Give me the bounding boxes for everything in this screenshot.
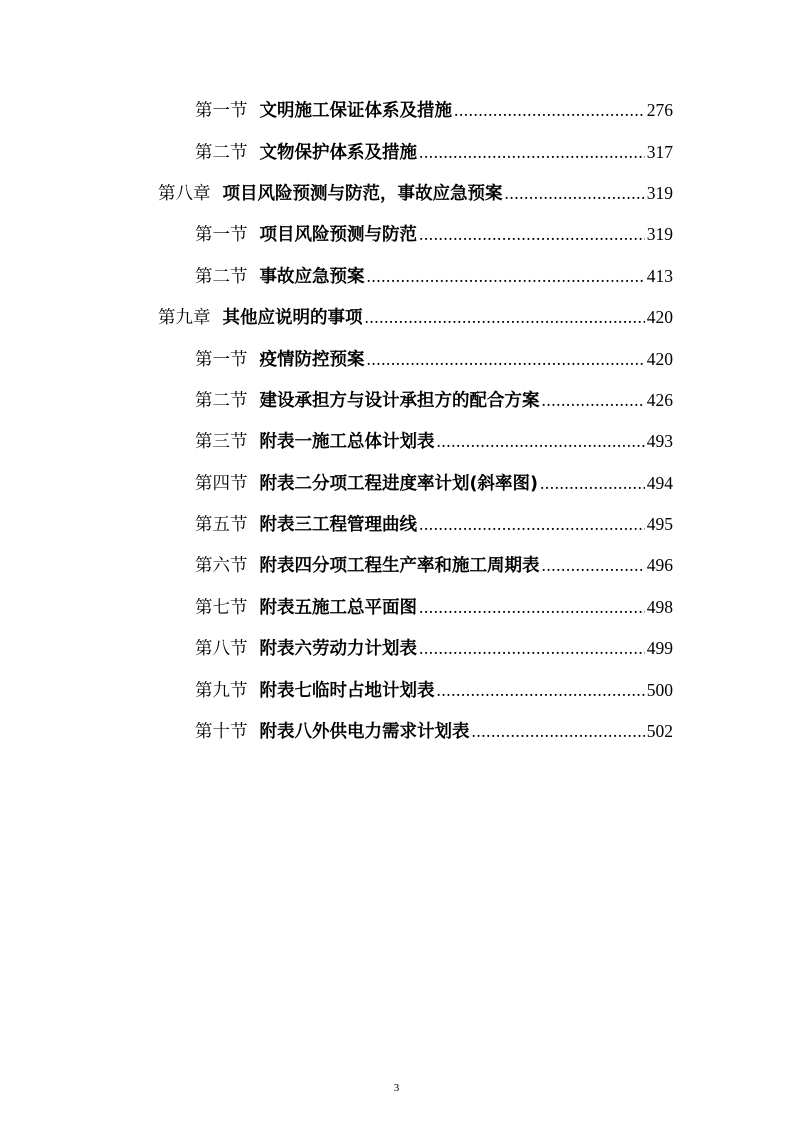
- dot-leader: [419, 140, 645, 164]
- toc-row[interactable]: [0, 256, 793, 297]
- dot-leader: [454, 98, 645, 122]
- toc-entry-title: 疫情防控预案: [259, 349, 365, 370]
- dot-leader: [437, 429, 645, 453]
- toc-row[interactable]: [0, 421, 793, 462]
- toc-section-number: 第二节: [195, 266, 248, 287]
- toc-page-number: 319: [646, 182, 673, 203]
- toc-section-number: 第一节: [195, 349, 248, 370]
- toc-row[interactable]: [0, 338, 793, 379]
- dot-leader: [505, 181, 645, 205]
- dot-leader: [367, 264, 645, 288]
- toc-page-number: 426: [646, 389, 673, 410]
- toc-page-number: 499: [646, 638, 673, 659]
- toc-section-number: 第五节: [195, 515, 248, 536]
- toc-section-number: 第一节: [195, 225, 248, 246]
- toc-row[interactable]: [0, 214, 793, 255]
- dot-leader: [367, 347, 645, 371]
- toc-page-number: 502: [646, 721, 673, 742]
- toc-page-number: 500: [646, 679, 673, 700]
- toc-entry-title: 项目风险预测与防范，事故应急预案: [222, 183, 503, 204]
- toc-entry-title: 附表四分项工程生产率和施工周期表: [259, 556, 540, 577]
- toc-entry-title: 附表七临时占地计划表: [259, 680, 435, 701]
- toc-entry-title: 文物保护体系及措施: [259, 142, 417, 163]
- toc-row[interactable]: [0, 669, 793, 710]
- toc-entry-title: 其他应说明的事项: [222, 308, 363, 329]
- toc-entry-title: 附表五施工总平面图: [259, 597, 417, 618]
- toc-row[interactable]: [0, 297, 793, 338]
- toc-section-number: 第二节: [195, 390, 248, 411]
- dot-leader: [419, 595, 645, 619]
- toc-row[interactable]: [0, 173, 793, 214]
- toc-row[interactable]: [0, 628, 793, 669]
- toc-page-number: 494: [646, 472, 673, 493]
- dot-leader: [472, 719, 645, 743]
- toc-entry-title: 建设承担方与设计承担方的配合方案: [259, 390, 540, 411]
- toc-section-number: 第三节: [195, 432, 248, 453]
- dot-leader: [542, 553, 645, 577]
- toc-section-number: 第九节: [195, 680, 248, 701]
- toc-row[interactable]: [0, 463, 793, 504]
- toc-page-number: 493: [646, 431, 673, 452]
- toc-entry-title: 附表二分项工程进度率计划(斜率图): [259, 473, 538, 494]
- toc-section-number: 第四节: [195, 473, 248, 494]
- toc-section-number: 第八节: [195, 639, 248, 660]
- toc-chapter-number: 第八章: [158, 183, 211, 204]
- toc-page-number: 276: [646, 100, 673, 121]
- toc-entry-title: 附表六劳动力计划表: [259, 639, 417, 660]
- toc-row[interactable]: [0, 504, 793, 545]
- toc-entry-title: 事故应急预案: [259, 266, 365, 287]
- dot-leader: [365, 305, 645, 329]
- page-number: 3: [393, 1082, 400, 1094]
- table-of-contents: [0, 90, 793, 752]
- dot-leader: [437, 678, 645, 702]
- toc-row[interactable]: [0, 587, 793, 628]
- toc-entry-title: 附表三工程管理曲线: [259, 515, 417, 536]
- toc-entry-title: 项目风险预测与防范: [259, 225, 417, 246]
- toc-page-number: 420: [646, 307, 673, 328]
- dot-leader: [540, 471, 645, 495]
- toc-page-number: 498: [646, 596, 673, 617]
- toc-section-number: 第二节: [195, 142, 248, 163]
- toc-page-number: 496: [646, 555, 673, 576]
- toc-row[interactable]: [0, 711, 793, 752]
- dot-leader: [419, 512, 645, 536]
- toc-entry-title: 文明施工保证体系及措施: [259, 101, 452, 122]
- toc-row[interactable]: [0, 545, 793, 586]
- dot-leader: [419, 636, 645, 660]
- toc-row[interactable]: [0, 380, 793, 421]
- toc-row[interactable]: [0, 90, 793, 131]
- toc-row[interactable]: [0, 131, 793, 172]
- toc-page-number: 317: [646, 141, 673, 162]
- toc-section-number: 第七节: [195, 597, 248, 618]
- dot-leader: [419, 222, 645, 246]
- toc-page-number: 319: [646, 224, 673, 245]
- toc-section-number: 第一节: [195, 101, 248, 122]
- dot-leader: [542, 388, 645, 412]
- toc-section-number: 第十节: [195, 722, 248, 743]
- toc-entry-title: 附表八外供电力需求计划表: [259, 722, 470, 743]
- toc-page-number: 413: [646, 265, 673, 286]
- toc-entry-title: 附表一施工总体计划表: [259, 432, 435, 453]
- toc-chapter-number: 第九章: [158, 308, 211, 329]
- toc-page-number: 495: [646, 514, 673, 535]
- toc-page-number: 420: [646, 348, 673, 369]
- toc-section-number: 第六节: [195, 556, 248, 577]
